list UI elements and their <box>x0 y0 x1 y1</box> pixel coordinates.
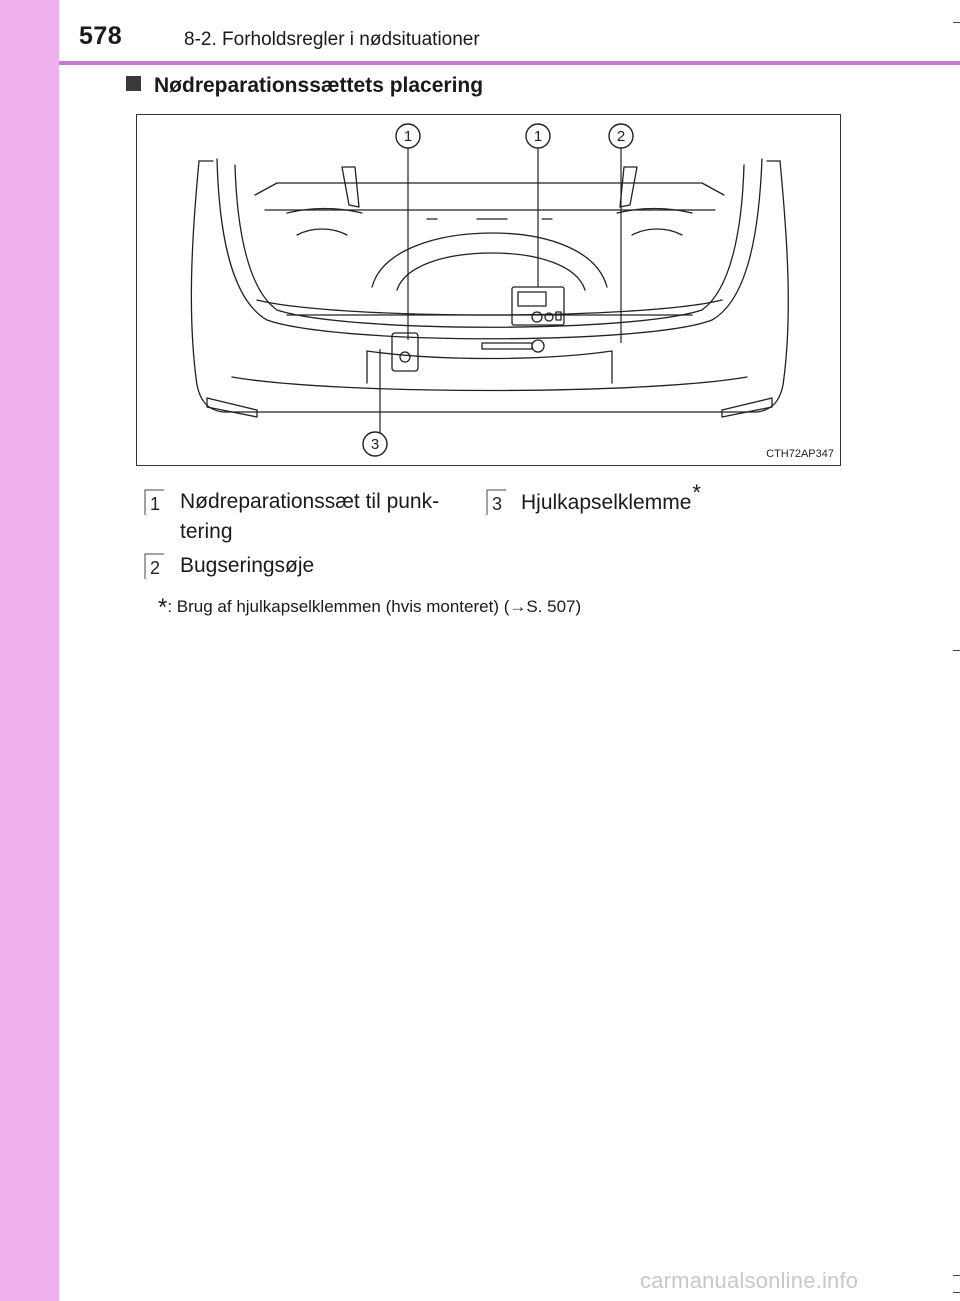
footnote <box>158 594 581 622</box>
page-number: 578 <box>79 22 123 50</box>
watermark: carmanualsonline.info <box>640 1268 859 1293</box>
svg-text:2: 2 <box>149 558 161 578</box>
callout-3: 3 <box>370 436 380 453</box>
legend-number-3-icon <box>486 489 506 515</box>
section-heading <box>126 74 483 98</box>
figure-code: CTH72AP347 <box>766 448 834 460</box>
callout-1b: 1 <box>533 128 543 145</box>
crop-mark <box>953 650 960 651</box>
crop-mark <box>953 1275 960 1276</box>
crop-mark <box>953 22 960 23</box>
legend-text: Bugseringsøje <box>180 554 315 577</box>
legend-text: Hjulkapselklemme <box>521 491 692 514</box>
legend-text: Nødreparationssæt til punk- <box>180 490 440 513</box>
square-bullet-icon <box>126 76 141 91</box>
svg-text:3: 3 <box>491 494 503 514</box>
legend-item-towing-eye <box>180 551 314 581</box>
chapter-title: 8-2. Forholdsregler i nødsituationer <box>184 29 480 50</box>
header-rule <box>59 61 960 65</box>
svg-text:1: 1 <box>149 494 161 514</box>
crop-mark <box>953 1292 960 1293</box>
callout-1a: 1 <box>403 128 413 145</box>
legend-number-2-icon <box>144 553 164 579</box>
car-trunk-drawing <box>137 115 841 466</box>
section-title: Nødreparationssættets placering <box>154 74 484 97</box>
legend-item-hub-clip <box>521 480 701 518</box>
asterisk-mark: * <box>692 480 701 505</box>
page-sidebar-tab <box>0 0 59 1301</box>
footnote-asterisk: * <box>158 594 168 621</box>
footnote-text: : Brug af hjulkapselklemmen (hvis monteret) (→S. 507) <box>167 597 582 616</box>
legend-text: tering <box>180 520 233 543</box>
trunk-illustration <box>136 114 841 466</box>
callout-2: 2 <box>616 128 626 145</box>
legend-number-1-icon <box>144 489 164 515</box>
legend-item-repair-kit <box>180 487 439 547</box>
